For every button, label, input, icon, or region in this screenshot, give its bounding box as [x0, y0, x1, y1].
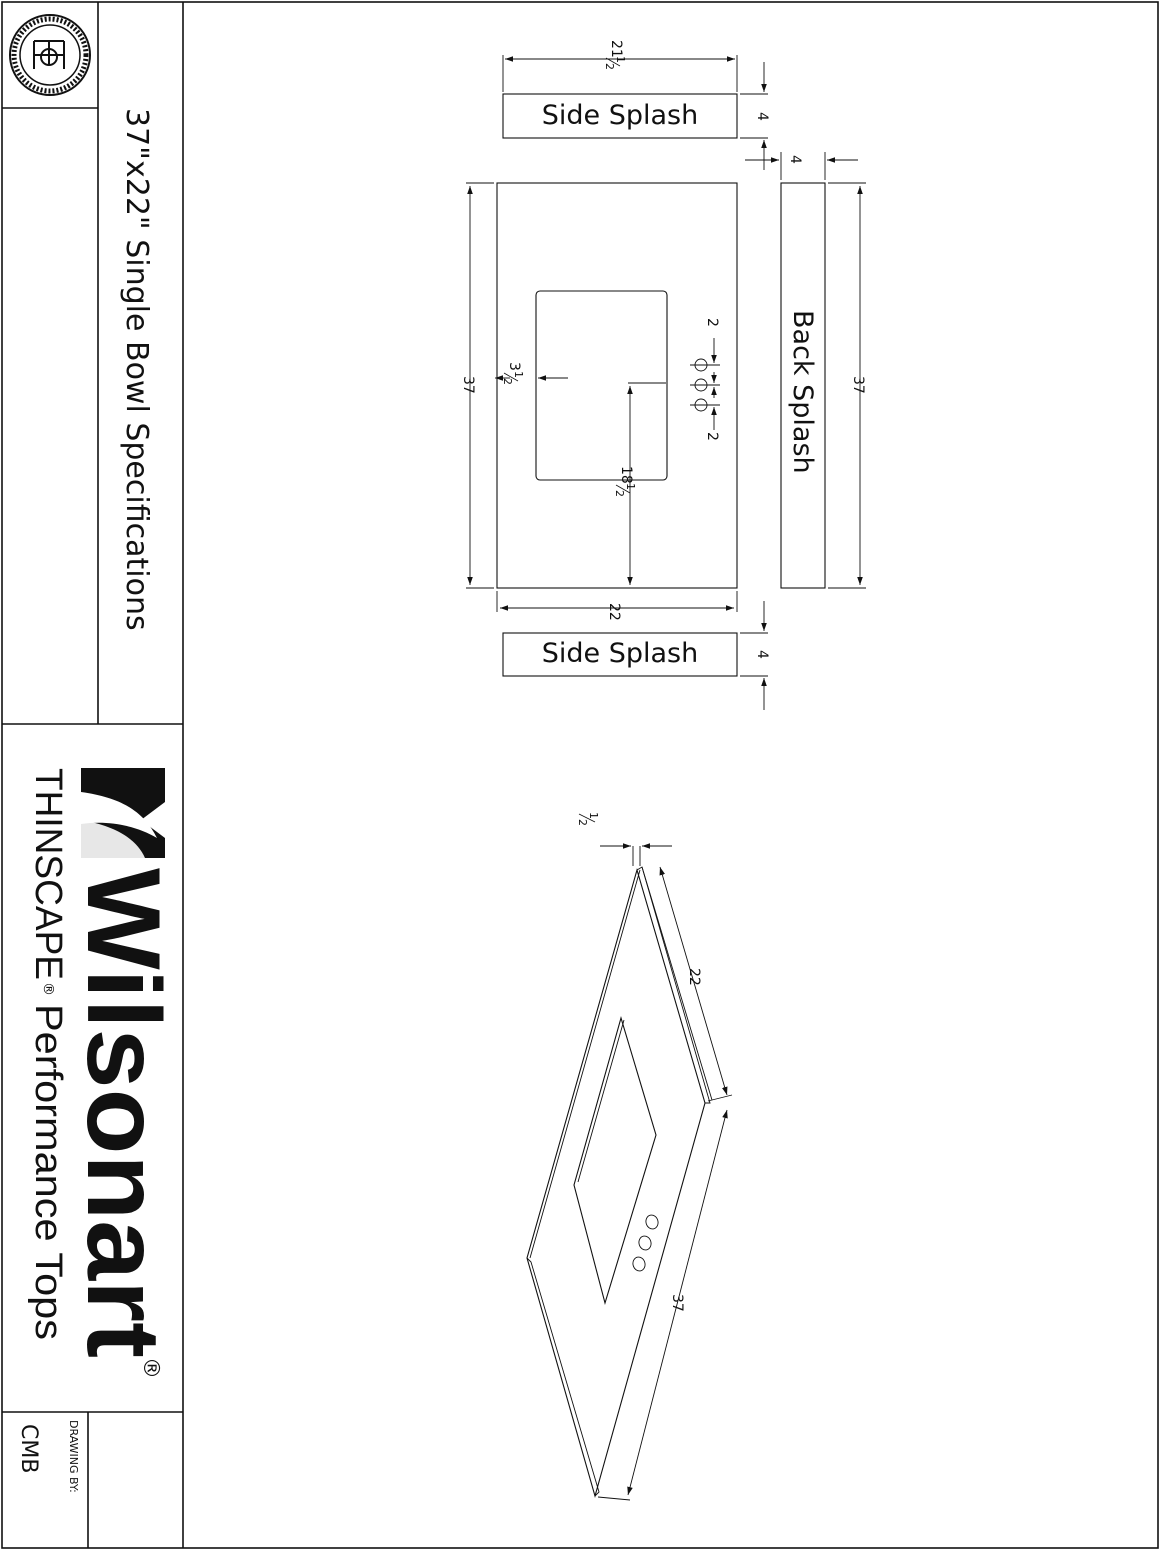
- vanity-top-plan: [497, 183, 737, 588]
- bowl-cutout: [536, 291, 667, 480]
- vanity-top-iso: [527, 870, 705, 1496]
- dim-iso-depth: 22: [686, 968, 702, 986]
- dim-thickness: [576, 812, 600, 826]
- brand-area: [27, 768, 181, 1379]
- dim-iso-length: 37: [669, 1294, 685, 1312]
- dim-top-length: 37: [460, 376, 476, 394]
- svg-text:2: 2: [576, 819, 589, 826]
- dim-back-splash-length: 37: [850, 376, 866, 394]
- dim-side-splash-length: [603, 40, 627, 70]
- product-suffix: Performance Tops: [27, 1004, 69, 1312]
- svg-text:1: 1: [512, 371, 525, 378]
- dim-faucet-spacing-b: 2: [704, 432, 720, 441]
- dim-back-splash-height: 4: [787, 155, 803, 164]
- faucet-hole-iso: [631, 1256, 646, 1273]
- svg-text:2: 2: [613, 490, 626, 497]
- drawing-title: 37"x22" Single Bowl Specifications: [119, 108, 154, 631]
- product-registered-mark: ®: [40, 982, 56, 996]
- logo-seal-icon: [10, 15, 90, 95]
- product-line: THINSCAPE: [27, 768, 69, 986]
- drawing-by-value: CMB: [16, 1424, 41, 1474]
- dim-bowl-offset: [501, 362, 525, 385]
- svg-text:1: 1: [587, 812, 600, 819]
- dim-side-splash-height-top: 4: [754, 112, 770, 121]
- svg-text:18: 18: [618, 466, 634, 484]
- faucet-hole-iso: [637, 1235, 652, 1252]
- back-splash-label: Back Splash: [787, 310, 818, 474]
- side-splash-bottom-label: Side Splash: [541, 638, 699, 669]
- side-splash-top-label: Side Splash: [541, 100, 699, 131]
- plan-view: [460, 40, 866, 710]
- drawing-by-label: DRAWING BY:: [67, 1420, 80, 1493]
- faucet-hole-iso: [644, 1214, 659, 1231]
- wilsonart-wave-logo-icon: [81, 768, 165, 858]
- dim-faucet-spacing-a: 2: [704, 318, 720, 327]
- iso-view: [527, 812, 732, 1500]
- brand-registered-mark: ®: [138, 1357, 163, 1379]
- svg-text:21: 21: [608, 40, 624, 58]
- dim-top-depth: 22: [606, 603, 622, 621]
- dim-bowl-center: [613, 466, 637, 497]
- dim-side-splash-height-bottom: 4: [754, 650, 770, 659]
- svg-text:1: 1: [614, 56, 627, 63]
- brand-name: Wilsonart: [65, 868, 181, 1341]
- svg-text:2: 2: [603, 63, 616, 70]
- svg-text:1: 1: [624, 483, 637, 490]
- svg-text:3: 3: [506, 362, 522, 371]
- svg-text:2: 2: [501, 378, 514, 385]
